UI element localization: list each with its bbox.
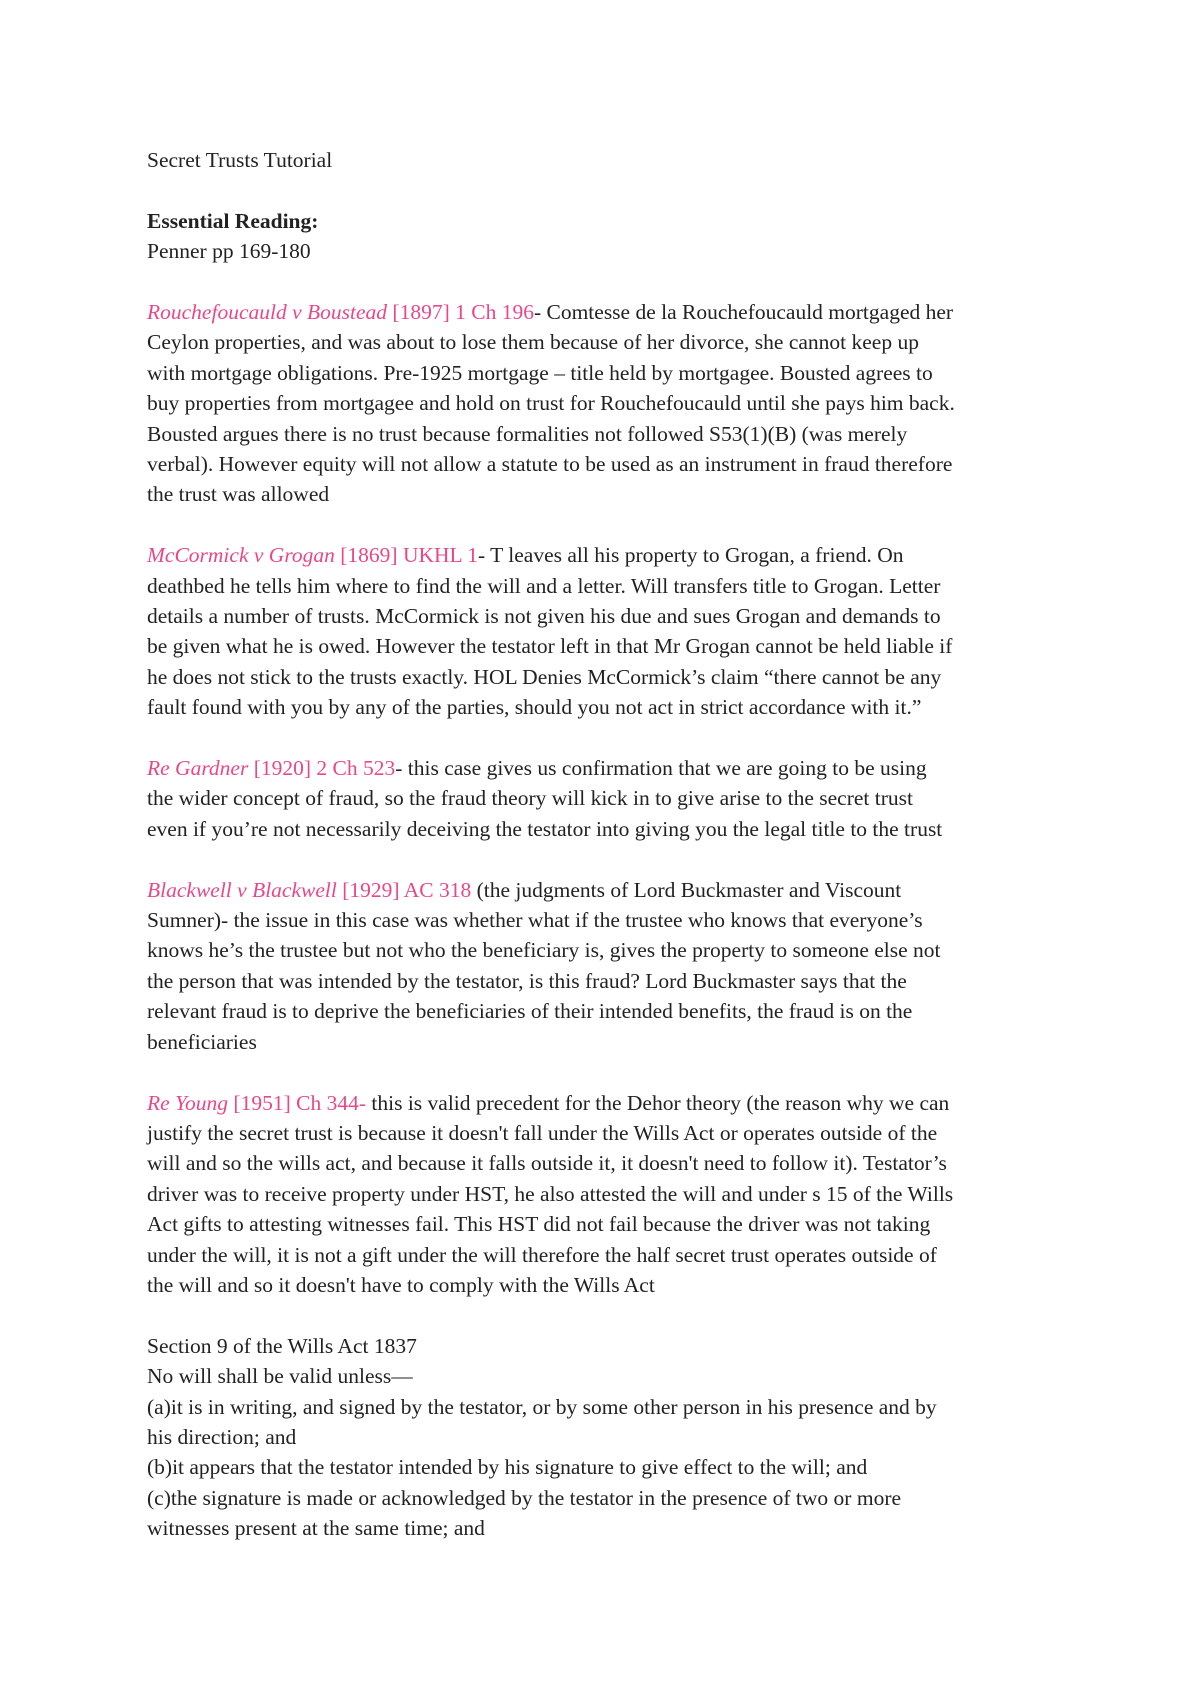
case-name: Blackwell v Blackwell xyxy=(147,877,337,902)
case-text-line: knows he’s the trustee but not who the beneficiary is, gives the property to someone else not xyxy=(147,938,941,963)
case-text-line: the person that was intended by the testator, is this fraud? Lord Buckmaster says that the xyxy=(147,968,907,993)
case-text: - this case gives us confirmation that we are going to be using xyxy=(395,756,927,781)
case-mccormick xyxy=(147,540,1072,722)
case-blackwell xyxy=(147,875,1072,1057)
case-text: - T leaves all his property to Grogan, a friend. On xyxy=(478,543,904,568)
case-text-line: be given what he is owed. However the testator left in that Mr Grogan cannot be held liable if xyxy=(147,634,953,659)
case-citation: [1929] AC 318 xyxy=(336,877,472,902)
case-text-line: the trust was allowed xyxy=(147,482,330,507)
case-citation: [1897] 1 Ch 196 xyxy=(387,300,534,324)
statute-line: No will shall be valid unless— xyxy=(147,1364,413,1389)
case-text-line: relevant fraud is to deprive the beneficiaries of their intended benefits, the fraud is on the xyxy=(147,999,913,1024)
essential-reading-block xyxy=(147,206,1072,267)
case-rouchefoucauld xyxy=(147,297,1072,510)
case-text-line: justify the secret trust is because it doesn't fall under the Wills Act or operates outside of the xyxy=(147,1120,938,1145)
case-citation: [1951] Ch 344- xyxy=(228,1090,366,1115)
case-text-line: will and so the wills act, and because it falls outside it, it doesn't need to follow it). Testator’s xyxy=(147,1151,947,1176)
statute-heading: Section 9 of the Wills Act 1837 xyxy=(147,1333,417,1358)
case-text-line: the wider concept of fraud, so the fraud theory will kick in to give arise to the secret trust xyxy=(147,786,913,811)
case-text-line: under the will, it is not a gift under the will therefore the half secret trust operates outside of xyxy=(147,1242,937,1267)
case-text-line: beneficiaries xyxy=(147,1029,257,1054)
case-text-line: details a number of trusts. McCormick is not given his due and sues Grogan and demands to xyxy=(147,604,941,629)
case-text-line: deathbed he tells him where to find the will and a letter. Will transfers title to Grogan. Letter xyxy=(147,573,941,598)
statute-section-9 xyxy=(147,1331,1072,1544)
statute-line: (a)it is in writing, and signed by the testator, or by some other person in his presence and by xyxy=(147,1394,937,1419)
case-citation: [1920] 2 Ch 523 xyxy=(248,756,396,781)
case-text-line: Bousted argues there is no trust because formalities not followed S53(1)(B) (was merely xyxy=(147,421,908,446)
case-text: - Comtesse de la Rouchefoucauld mortgaged her xyxy=(533,300,954,324)
statute-line: witnesses present at the same time; and xyxy=(147,1516,485,1541)
case-gardner xyxy=(147,753,1072,844)
case-text-line: even if you’re not necessarily deceiving the testator into giving you the legal title to the trust xyxy=(147,816,943,841)
case-first-line xyxy=(147,297,1072,327)
case-name: Re Young xyxy=(147,1090,229,1115)
case-text-line: he does not stick to the trusts exactly. HOL Denies McCormick’s claim “there cannot be any xyxy=(147,664,942,689)
essential-reading-text: Penner pp 169-180 xyxy=(147,239,311,264)
document-title-block xyxy=(147,145,1072,175)
essential-reading-heading: Essential Reading: xyxy=(147,208,319,233)
statute-line: (c)the signature is made or acknowledged by the testator in the presence of two or more xyxy=(147,1485,902,1510)
case-text-line: fault found with you by any of the parties, should you not act in strict accordance with it.” xyxy=(147,695,922,720)
case-text-line: Act gifts to attesting witnesses fail. This HST did not fail because the driver was not taking xyxy=(147,1212,931,1237)
case-text-line: Sumner)- the issue in this case was whether what if the trustee who knows that everyone’s xyxy=(147,908,923,933)
case-text: this is valid precedent for the Dehor theory (the reason why we can xyxy=(366,1090,950,1115)
case-text-line: buy properties from mortgagee and hold on trust for Rouchefoucauld until she pays him back. xyxy=(147,391,955,416)
case-citation: [1869] UKHL 1 xyxy=(334,543,478,568)
case-text-line: Ceylon properties, and was about to lose them because of her divorce, she cannot keep up xyxy=(147,330,919,355)
case-name: Re Gardner xyxy=(147,756,249,781)
statute-line: (b)it appears that the testator intended by his signature to give effect to the will; and xyxy=(147,1455,868,1480)
case-name: McCormick v Grogan xyxy=(147,543,335,568)
case-text-line: driver was to receive property under HST, he also attested the will and under s 15 of the Wills xyxy=(147,1181,954,1206)
case-name: Rouchefoucauld v Boustead xyxy=(147,300,388,324)
case-text-line: with mortgage obligations. Pre-1925 mortgage – title held by mortgagee. Bousted agrees to xyxy=(147,360,933,385)
case-text-line: verbal). However equity will not allow a statute to be used as an instrument in fraud therefore xyxy=(147,452,953,477)
case-first-line xyxy=(147,540,1072,570)
document-title: Secret Trusts Tutorial xyxy=(147,148,333,172)
case-text-line: the will and so it doesn't have to comply with the Wills Act xyxy=(147,1272,655,1297)
statute-line: his direction; and xyxy=(147,1424,297,1449)
document-body xyxy=(147,145,1072,1574)
case-first-line xyxy=(147,1088,1072,1118)
case-young xyxy=(147,1088,1072,1301)
case-text: (the judgments of Lord Buckmaster and Viscount xyxy=(471,877,902,902)
case-first-line xyxy=(147,875,1072,905)
case-first-line xyxy=(147,753,1072,783)
